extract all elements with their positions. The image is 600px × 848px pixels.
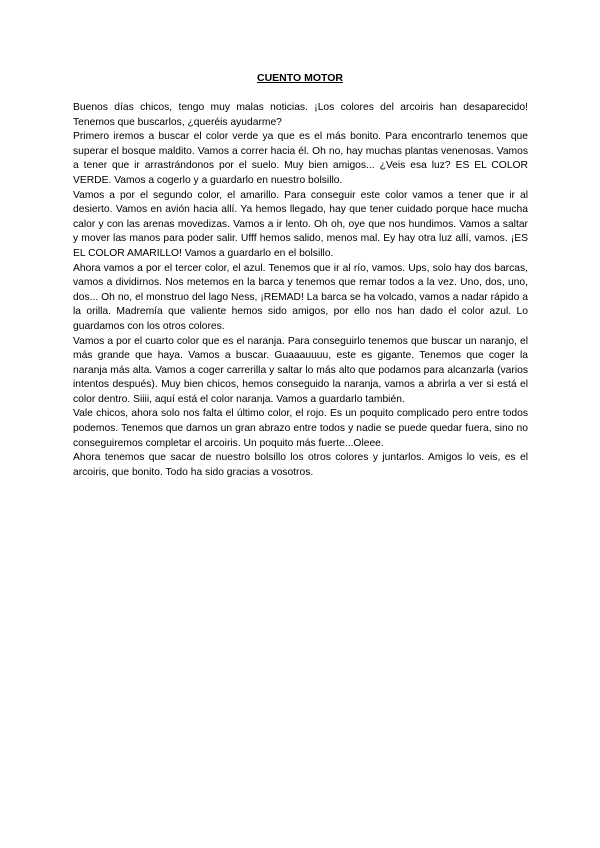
document-body xyxy=(73,101,528,480)
paragraph-intro: Buenos días chicos, tengo muy malas noticias. ¡Los colores del arcoiris han desaparecido! Tenemos que buscarlos, ¿queréis ayudarme? xyxy=(73,102,528,128)
document-title: CUENTO MOTOR xyxy=(257,72,343,84)
paragraph-ending: Ahora tenemos que sacar de nuestro bolsillo los otros colores y juntarlos. Amigos lo veis, es el arcoiris, que bonito. Todo ha sido gracias a vosotros. xyxy=(73,452,528,478)
paragraph-green: Primero iremos a buscar el color verde ya que es el más bonito. Para encontrarlo tenemos que superar el bosque maldito. Vamos a correr hacia él. Oh no, hay muchas plantas venenosas. Vamos a tener que ir arrastrándonos por el suelo. Muy bien amigos... ¿Veis esa luz? ES EL COLOR VERDE. Vamos a cogerlo y a guardarlo en nuestro bolsillo. xyxy=(73,131,528,186)
paragraph-orange: Vamos a por el cuarto color que es el naranja. Para conseguirlo tenemos que buscar un naranjo, el más grande que haya. Vamos a buscar. Guaaauuuu, este es gigante. Tenemos que coger la naranja más alta. Vamos a coger carrerilla y saltar lo más alto que podamos para alcanzarla (varios intentos después). Muy bien chicos, hemos conseguido la naranja, vamos a abrirla a ver si está el color dentro. Siiii, aquí está el color naranja. Vamos a guardarlo también. xyxy=(73,335,528,405)
paragraph-yellow: Vamos a por el segundo color, el amarillo. Para conseguir este color vamos a tener que ir al desierto. Vamos en avión hacia allí. Ya hemos llegado, hay que tener cuidado porque hace mucha calor y con las arenas movedizas. Vamos a ir lento. Oh oh, oye que nos hundimos. Vamos a saltar y mover las manos para poder salir. Ufff hemos salido, menos mal. Ey hay otra luz allí, vamos. ¡ES EL COLOR AMARILLO! Vamos a guardarlo en el bolsillo. xyxy=(73,189,528,259)
paragraph-blue: Ahora vamos a por el tercer color, el azul. Tenemos que ir al río, vamos. Ups, solo hay dos barcas, vamos a dividirnos. Nos metemos en la barca y tenemos que remar todos a la vez. Uno, dos, uno, dos... Oh no, el monstruo del lago Ness, ¡REMAD! La barca se ha volcado, vamos a nadar rápido a la orilla. Madremía que valiente hemos sido amigos, por ello nos han dado el color azul. Lo guardamos con los otros colores. xyxy=(73,262,528,332)
paragraph-red: Vale chicos, ahora solo nos falta el último color, el rojo. Es un poquito complicado pero entre todos podemos. Tenemos que darnos un gran abrazo entre todos y nadie se puede quedar fuera, sino no conseguiremos completar el arcoiris. Un poquito más fuerte...Oleee. xyxy=(73,408,528,449)
